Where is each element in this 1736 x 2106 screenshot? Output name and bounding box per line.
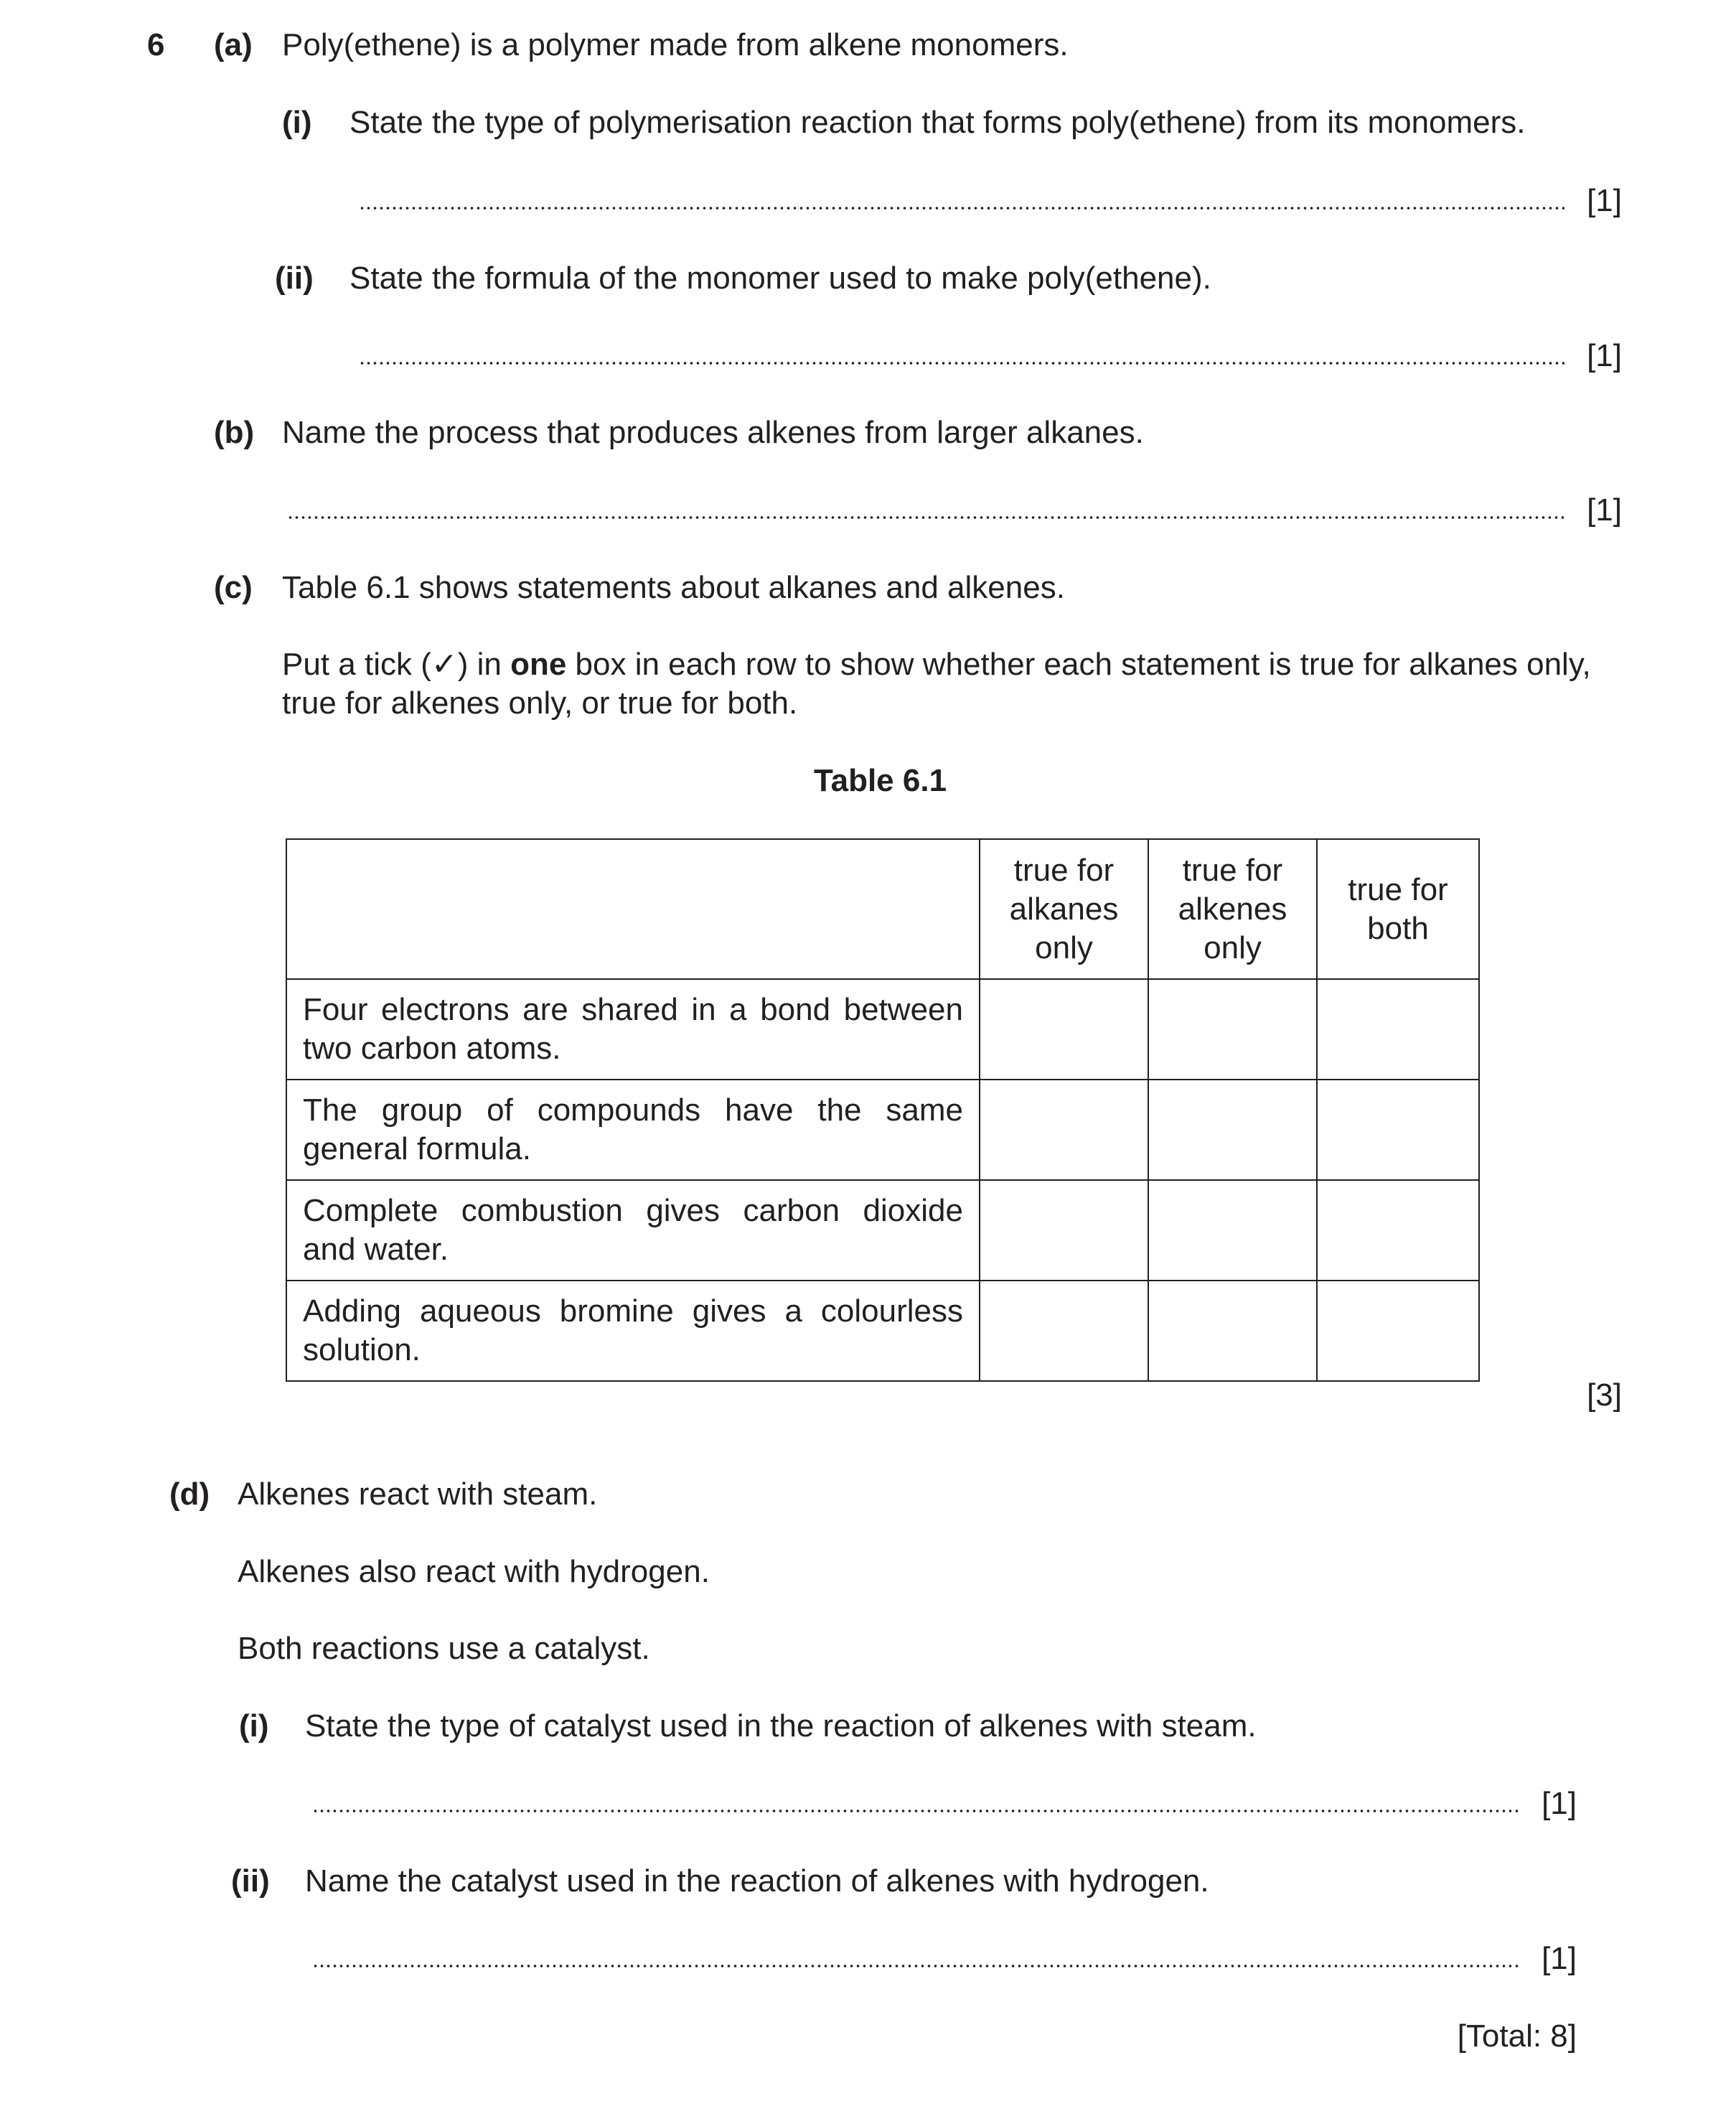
header-both: true for both <box>1317 839 1479 979</box>
answer-line-d-i[interactable] <box>312 1810 1519 1812</box>
statement-3: Complete combustion gives carbon dioxide and water. <box>286 1180 980 1281</box>
part-d-i-label: (i) <box>239 1708 269 1744</box>
question-number: 6 <box>147 27 165 62</box>
part-a-i-label: (i) <box>282 105 312 140</box>
mark-a-i: [1] <box>1587 183 1622 218</box>
tick-box-r2-both[interactable] <box>1317 1080 1479 1180</box>
tick-box-r4-alkanes[interactable] <box>980 1281 1148 1381</box>
tick-box-r1-alkanes[interactable] <box>980 979 1148 1080</box>
tick-box-r2-alkanes[interactable] <box>980 1080 1148 1180</box>
answer-line-a-ii[interactable] <box>359 362 1564 365</box>
tick-box-r2-alkenes[interactable] <box>1148 1080 1317 1180</box>
instruction-pre: Put a tick (✓) in <box>282 647 511 682</box>
answer-line-a-i[interactable] <box>359 207 1564 210</box>
mark-c: [3] <box>1587 1377 1622 1413</box>
table-row <box>286 1180 1479 1281</box>
part-a-label: (a) <box>214 27 253 62</box>
part-d-ii-label: (ii) <box>231 1863 270 1899</box>
mark-b: [1] <box>1587 492 1622 528</box>
total-marks: [Total: 8] <box>1457 2018 1577 2054</box>
part-d-line-1: Alkenes react with steam. <box>238 1476 598 1512</box>
statement-2: The group of compounds have the same general formula. <box>286 1080 980 1180</box>
part-c-label: (c) <box>214 570 253 605</box>
part-a-ii-label: (ii) <box>275 261 314 296</box>
statement-1: Four electrons are shared in a bond between two carbon atoms. <box>286 979 980 1080</box>
part-a-i-text: State the type of polymerisation reaction that forms poly(ethene) from its monomers. <box>349 105 1526 140</box>
part-a-intro: Poly(ethene) is a polymer made from alkene monomers. <box>282 27 1069 62</box>
tick-box-r4-both[interactable] <box>1317 1281 1479 1381</box>
part-d-line-3: Both reactions use a catalyst. <box>238 1631 650 1666</box>
tick-box-r3-alkanes[interactable] <box>980 1180 1148 1281</box>
table-row <box>286 979 1479 1080</box>
part-b-label: (b) <box>214 415 255 450</box>
part-d-line-2: Alkenes also react with hydrogen. <box>238 1554 710 1589</box>
part-d-label: (d) <box>169 1476 210 1512</box>
part-d-i-text: State the type of catalyst used in the reaction of alkenes with steam. <box>305 1708 1257 1744</box>
part-c-text: Table 6.1 shows statements about alkanes and alkenes. <box>282 570 1065 605</box>
table-header-row <box>286 839 1479 979</box>
header-alkenes-only: true for alkenes only <box>1148 839 1317 979</box>
part-b-text: Name the process that produces alkenes from larger alkanes. <box>282 415 1144 450</box>
answer-line-b[interactable] <box>287 516 1564 519</box>
mark-d-i: [1] <box>1542 1786 1577 1821</box>
tick-box-r1-both[interactable] <box>1317 979 1479 1080</box>
tick-box-r3-both[interactable] <box>1317 1180 1479 1281</box>
part-c-instruction <box>282 645 1631 723</box>
answer-line-d-ii[interactable] <box>312 1965 1519 1967</box>
mark-a-ii: [1] <box>1587 338 1622 373</box>
tick-box-r4-alkenes[interactable] <box>1148 1281 1317 1381</box>
part-d-ii-text: Name the catalyst used in the reaction of alkenes with hydrogen. <box>305 1863 1209 1899</box>
instruction-bold: one <box>510 647 567 682</box>
tick-box-r3-alkenes[interactable] <box>1148 1180 1317 1281</box>
header-alkanes-only: true for alkanes only <box>980 839 1148 979</box>
statement-4: Adding aqueous bromine gives a colourless solution. <box>286 1281 980 1381</box>
table-row <box>286 1080 1479 1180</box>
instruction-post: box in each row to show whether each statement is true for alkanes only, true for alkenes only, or true for both. <box>282 647 1591 721</box>
part-a-ii-text: State the formula of the monomer used to make poly(ethene). <box>349 261 1211 296</box>
table-row <box>286 1281 1479 1381</box>
header-blank-cell <box>286 839 980 979</box>
mark-d-ii: [1] <box>1542 1941 1577 1976</box>
tick-box-r1-alkenes[interactable] <box>1148 979 1317 1080</box>
table-6-1 <box>286 838 1480 1382</box>
table-title: Table 6.1 <box>814 763 947 798</box>
